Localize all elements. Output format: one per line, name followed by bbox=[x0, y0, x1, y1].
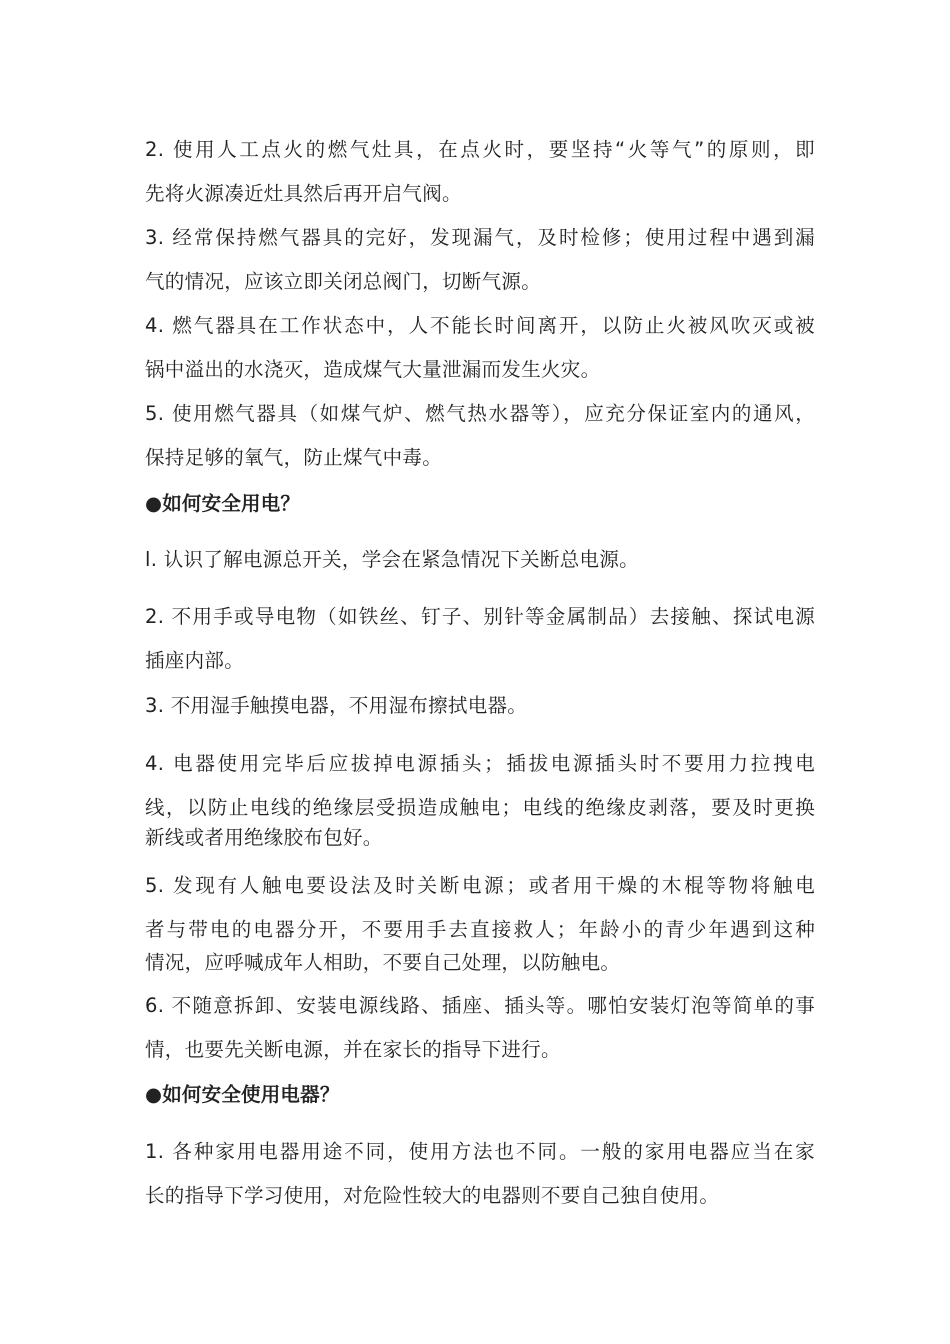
text-line: 3. 不用湿手触摸电器，不用湿布擦拭电器。 bbox=[145, 694, 528, 717]
text-line: 1. 各种家用电器用途不同，使用方法也不同。一般的家用电器应当在家 bbox=[145, 1140, 815, 1163]
text-line: 线，以防止电线的绝缘层受损造成触电；电线的绝缘皮剥落，要及时更换 bbox=[145, 796, 815, 819]
text-line: 2. 使用人工点火的燃气灶具，在点火时，要坚持“火等气”的原则，即 bbox=[145, 138, 815, 161]
section-heading: ●如何安全用电？ bbox=[145, 492, 301, 515]
text-line: 6. 不随意拆卸、安装电源线路、插座、插头等。哪怕安装灯泡等简单的事 bbox=[145, 994, 815, 1017]
text-line: 4. 电器使用完毕后应拔掉电源插头；插拔电源插头时不要用力拉拽电 bbox=[145, 752, 815, 775]
text-line: 先将火源凑近灶具然后再开启气阀。 bbox=[145, 182, 462, 205]
text-line: 气的情况，应该立即关闭总阀门，切断气源。 bbox=[145, 270, 542, 293]
text-line: 5. 使用燃气器具（如煤气炉、燃气热水器等），应充分保证室内的通风， bbox=[145, 402, 815, 425]
text-line: 4. 燃气器具在工作状态中，人不能长时间离开，以防止火被风吹灭或被 bbox=[145, 314, 815, 337]
text-line: 锅中溢出的水浇灭，造成煤气大量泄漏而发生火灾。 bbox=[145, 358, 601, 381]
text-line: 5. 发现有人触电要设法及时关断电源；或者用干燥的木棍等物将触电 bbox=[145, 874, 815, 897]
text-line: 情，也要先关断电源，并在家长的指导下进行。 bbox=[145, 1038, 561, 1061]
text-line: 者与带电的电器分开，不要用手去直接救人；年龄小的青少年遇到这种 bbox=[145, 918, 815, 941]
section-heading: ●如何安全使用电器？ bbox=[145, 1083, 340, 1106]
text-line: l. 认识了解电源总开关，学会在紧急情况下关断总电源。 bbox=[145, 548, 639, 571]
text-line: 插座内部。 bbox=[145, 649, 245, 672]
text-line: 2. 不用手或导电物（如铁丝、钉子、别针等金属制品）去接触、探试电源 bbox=[145, 605, 815, 628]
text-line: 3. 经常保持燃气器具的完好，发现漏气，及时检修；使用过程中遇到漏 bbox=[145, 226, 815, 249]
text-line: 新线或者用绝缘胶布包好。 bbox=[145, 826, 383, 849]
text-line: 情况，应呼喊成年人相助，不要自己处理，以防触电。 bbox=[145, 951, 621, 974]
text-line: 保持足够的氧气，防止煤气中毒。 bbox=[145, 446, 443, 469]
text-line: 长的指导下学习使用，对危险性较大的电器则不要自己独自使用。 bbox=[145, 1184, 720, 1207]
